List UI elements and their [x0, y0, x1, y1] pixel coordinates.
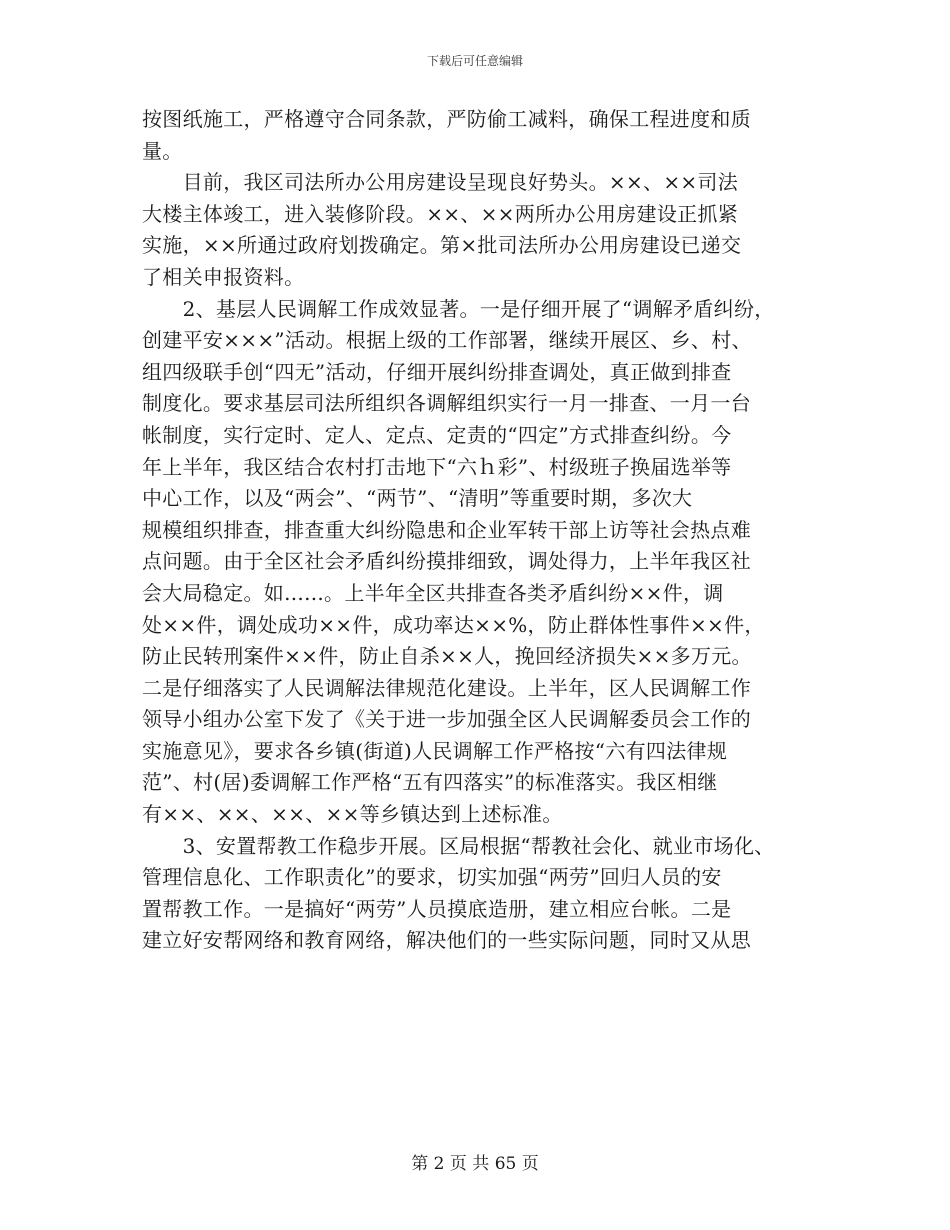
body-line: 了相关申报资料。: [142, 264, 305, 289]
body-line: 范”、村(居)委调解工作严格“五有四落实”的标准落实。我区相继: [142, 770, 718, 795]
body-line: 3、安置帮教工作稳步开展。区局根据“帮教社会化、就业市场化、: [142, 833, 775, 858]
body-line: 实施，××所通过政府划拨确定。第×批司法所办公用房建设已递交: [142, 233, 742, 258]
page-number-footer: 第 2 页 共 65 页: [411, 1154, 539, 1174]
body-line: 中心工作，以及“两会”、“两节”、“清明”等重要时期，多次大: [142, 486, 693, 511]
body-line: 二是仔细落实了人民调解法律规范化建设。上半年，区人民调解工作: [142, 675, 751, 700]
body-line: 会大局稳定。如......。上半年全区共排查各类矛盾纠纷××件，调: [142, 580, 724, 605]
body-line: 管理信息化、工作职责化”的要求，切实加强“两劳”回归人员的安: [142, 865, 722, 890]
body-line: 规模组织排查，排查重大纠纷隐患和企业军转干部上访等社会热点难: [142, 517, 751, 542]
page-header-note: 下载后可任意编辑: [426, 54, 523, 68]
body-line: 实施意见》，要求各乡镇(街道)人民调解工作严格按“六有四法律规: [142, 738, 728, 763]
body-line: 建立好安帮网络和教育网络，解决他们的一些实际问题，同时又从思: [142, 928, 751, 953]
body-line: 防止民转刑案件××件，防止自杀××人，挽回经济损失××多万元。: [142, 644, 752, 669]
body-line: 制度化。要求基层司法所组织各调解组织实行一月一排查、一月一台: [142, 391, 751, 416]
body-line: 领导小组办公室下发了《关于进一步加强全区人民调解委员会工作的: [142, 707, 751, 732]
body-line: 置帮教工作。一是搞好“两劳”人员摸底造册，建立相应台帐。二是: [142, 896, 732, 921]
body-line: 按图纸施工，严格遵守合同条款，严防偷工减料，确保工程进度和质: [142, 107, 751, 131]
body-line: 有××、××、××、××等乡镇达到上述标准。: [142, 802, 563, 827]
body-line: 目前，我区司法所办公用房建设呈现良好势头。××、××司法: [142, 170, 739, 195]
body-line: 创建平安×××”活动。根据上级的工作部署，继续开展区、乡、村、: [142, 328, 752, 353]
document-body: [142, 104, 832, 957]
body-line: 点问题。由于全区社会矛盾纠纷摸排细致，调处得力，上半年我区社: [142, 549, 751, 574]
body-line: 处××件，调处成功××件，成功率达××%，防止群体性事件××件，: [142, 612, 765, 637]
body-line: 帐制度，实行定时、定人、定点、定责的“四定”方式排查纠纷。今: [142, 422, 732, 447]
body-line: 量。: [142, 138, 183, 163]
body-line: 大楼主体竣工，进入装修阶段。××、××两所办公用房建设正抓紧: [142, 201, 739, 226]
body-line: 组四级联手创“四无”活动，仔细开展纠纷排查调处，真正做到排查: [142, 359, 732, 384]
body-line: 2、基层人民调解工作成效显著。一是仔细开展了“调解矛盾纠纷，: [142, 296, 775, 321]
body-line: 年上半年，我区结合农村打击地下“六ｈ彩”、村级班子换届选举等: [142, 454, 732, 479]
